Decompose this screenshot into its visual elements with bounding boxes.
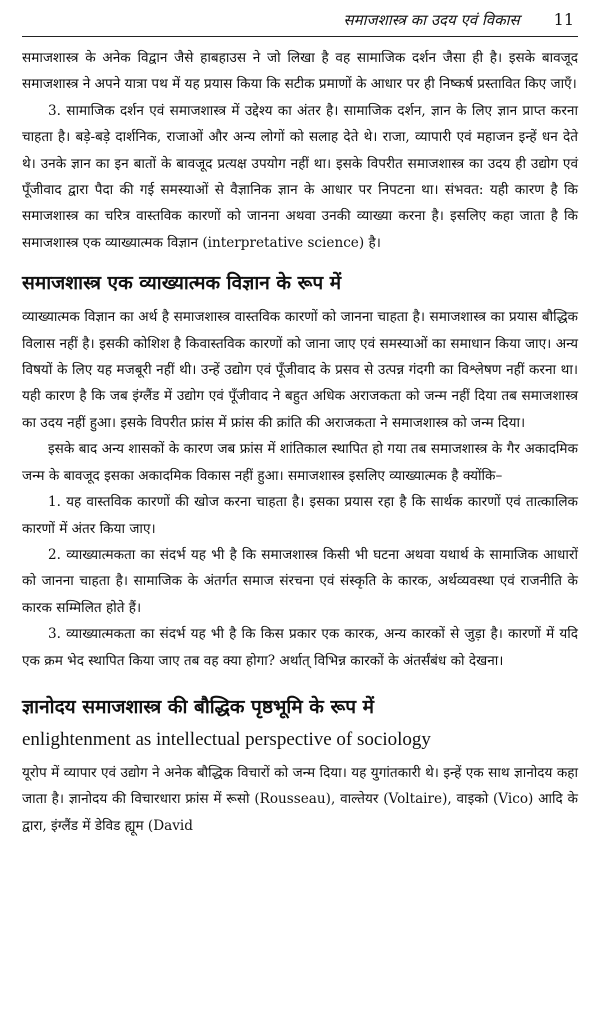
- paragraph: व्याख्यात्मक विज्ञान का अर्थ है समाजशास्त्र वास्तविक कारणों को जानना चाहता है। समाजशास्त्र का प्रयास बौद्धिक विलास नहीं है। इसकी कोशिश है किवास्तविक कारणों को जाना जाए एवं समस्याओं का समाधान किया जाए। अन्य विषयों के लिए यह मजबूरी नहीं थी। उन्हें उद्योग एवं पूँजीवाद के प्रसव से उत्पन्न गंदगी का विश्लेषण नहीं करना था। यही कारण है कि जब इंग्लैंड में उद्योग एवं पूँजीवाद ने बहुत अधिक अराजकता को जन्म नहीं दिया तब समाजशास्त्र का उदय नहीं हुआ। इसके विपरीत फ्रांस में फ्रांस की क्रांति की अराजकता ने समाजशास्त्र को जन्म दिया।: [22, 309, 578, 431]
- paragraph: 3. सामाजिक दर्शन एवं समाजशास्त्र में उद्देश्य का अंतर है। सामाजिक दर्शन, ज्ञान के लिए ज्ञान प्राप्त करना चाहता है। बड़े-बड़े दार्शनिक, राजाओं और अन्य लोगों को सलाह देते थे। राजा, व्यापारी एवं महाजन इन्हें धन देते थे। उनके ज्ञान का इन बातों के बावजूद प्रत्यक्ष उपयोग नहीं था। इसके विपरीत समाजशास्त्र का उदय ही उद्योग एवं पूँजीवाद द्वारा पैदा की गई समस्याओं से वैज्ञानिक ज्ञान के आधार पर निपटना था। संभवत: यही कारण है कि समाजशास्त्र का चरित्र वास्तविक कारणों को जानना अथवा उनकी व्याख्या करना है। इसलिए कहा जाता है कि समाजशास्त्र एक व्याख्यात्मक विज्ञान (interpretative science) है।: [22, 102, 578, 251]
- section-subheading: enlightenment as intellectual perspective of sociology: [22, 728, 431, 750]
- running-header: [22, 10, 578, 37]
- page-number: 11: [553, 10, 574, 29]
- list-item: 3. व्याख्यात्मकता का संदर्भ यह भी है कि किस प्रकार एक कारक, अन्य कारकों से जुड़ा है। कारणों में यदि एक क्रम भेद स्थापित किया जाए तब वह क्या होगा? अर्थात् विभिन्न कारकों के अंतर्संबंध को देखना।: [22, 626, 578, 669]
- chapter-title: समाजशास्त्र का उदय एवं विकास: [343, 11, 520, 29]
- section-heading: समाजशास्त्र एक व्याख्यात्मक विज्ञान के रूप में: [22, 272, 342, 295]
- list-item: 2. व्याख्यात्मकता का संदर्भ यह भी है कि समाजशास्त्र किसी भी घटना अथवा यथार्थ के सामाजिक आधारों को जानना चाहता है। सामाजिक के अंतर्गत समाज संरचना एवं संस्कृति के कारक, अर्थव्यवस्था एवं राजनीति के कारक सम्मिलित होते हैं।: [22, 546, 578, 616]
- section-heading: ज्ञानोदय समाजशास्त्र की बौद्धिक पृष्ठभूमि के रूप में: [22, 695, 375, 718]
- paragraph: समाजशास्त्र के अनेक विद्वान जैसे हाबहाउस ने जो लिखा है वह सामाजिक दर्शन जैसा ही है। इसके बावजूद समाजशास्त्र ने अपने यात्रा पथ में यह प्रयास किया कि सटीक प्रमाणों के आधार पर ही निष्कर्ष प्रस्तावित किए जाएँ।: [22, 50, 578, 93]
- paragraph: इसके बाद अन्य शासकों के कारण जब फ्रांस में शांतिकाल स्थापित हो गया तब समाजशास्त्र के गैर अकादमिक जन्म के बावजूद इसका अकादमिक विकास नहीं हुआ। समाजशास्त्र इसलिए व्याख्यात्मक है क्योंकि–: [22, 441, 578, 484]
- paragraph: यूरोप में व्यापार एवं उद्योग ने अनेक बौद्धिक विचारों को जन्म दिया। यह युगांतकारी थे। इन्हें एक साथ ज्ञानोदय कहा जाता है। ज्ञानोदय की विचारधारा फ्रांस में रूसो (Rousseau), वाल्तेयर (Voltaire), वाइको (Vico) आदि के द्वारा, इंग्लैंड में डेविड ह्यूम (David: [22, 764, 578, 834]
- list-item: 1. यह वास्तविक कारणों की खोज करना चाहता है। इसका प्रयास रहा है कि सार्थक कारणों एवं तात्कालिक कारणों में अंतर किया जाए।: [22, 494, 578, 537]
